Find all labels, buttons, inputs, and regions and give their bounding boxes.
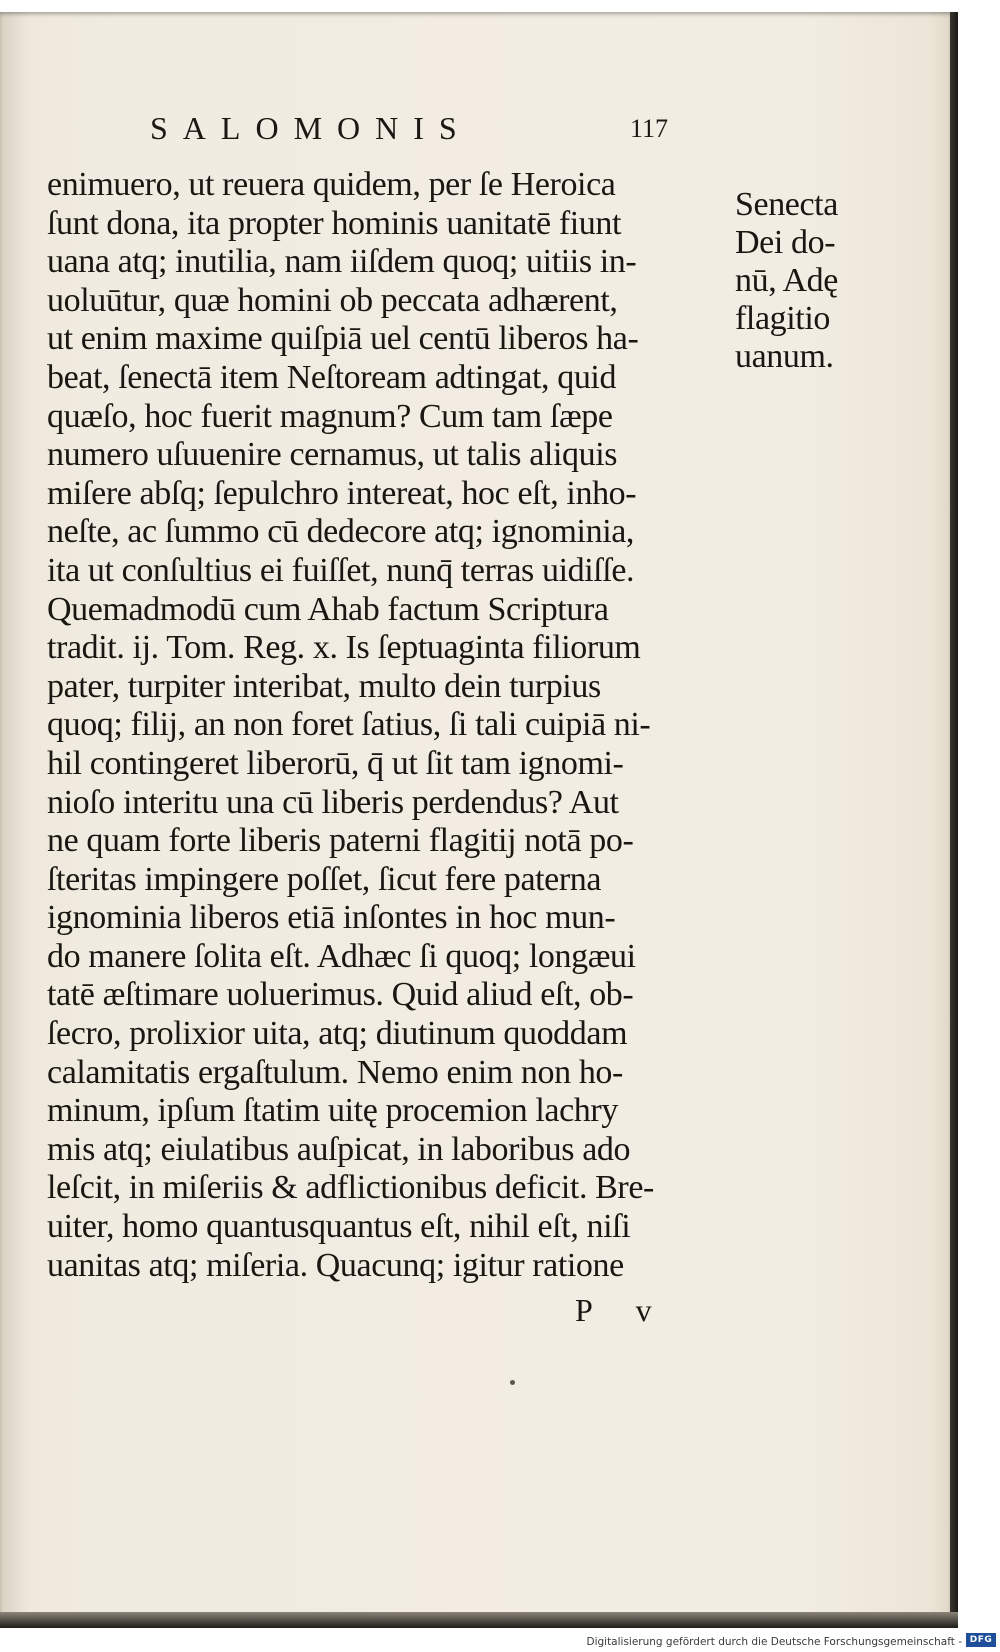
- page-number: 117: [630, 114, 669, 143]
- dfg-logo-icon: DFG: [966, 1633, 996, 1647]
- text-line: ut enim maxime quiſpiā uel centū liberos ha-: [47, 320, 639, 358]
- text-line: nioſo interitu una cū liberis perdendus? Aut: [47, 783, 619, 821]
- marginal-note-line: flagitio: [735, 300, 830, 337]
- signature-mark: P v: [575, 1292, 670, 1328]
- page-bottom-shadow: [0, 1612, 958, 1628]
- text-line: miſere abſq; ſepulchro intereat, hoc eſt, inho-: [47, 474, 637, 512]
- marginal-note-line: nū, Adę: [735, 262, 838, 299]
- marginal-note-line: uanum.: [735, 338, 834, 375]
- text-line: beat, ſenectā item Neſtoream adtingat, quid: [47, 358, 617, 396]
- text-line: Quemadmodū cum Ahab factum Scriptura: [47, 590, 609, 628]
- text-line: ſecro, prolixior uita, atq; diutinum quoddam: [47, 1015, 628, 1053]
- marginal-note: [735, 186, 838, 376]
- funding-credit: Digitalisierung gefördert durch die Deutsche Forschungsgemeinschaft -: [586, 1636, 962, 1648]
- text-line: ita ut conſultius ei fuiſſet, nunq̄ terras uidiſſe.: [47, 551, 635, 589]
- text-line: leſcit, in miſeriis & adflictionibus deficit. Bre-: [47, 1169, 654, 1207]
- text-line: pater, turpiter interibat, multo dein turpius: [47, 667, 601, 705]
- text-line: uana atq; inutilia, nam iiſdem quoq; uitiis in-: [47, 243, 637, 281]
- page-edge-shadow: [950, 12, 958, 1624]
- text-line: numero uſuuenire cernamus, ut talis aliquis: [47, 436, 618, 474]
- ink-speck: [510, 1380, 515, 1385]
- text-line: uoluūtur, quæ homini ob peccata adhærent,: [47, 281, 618, 319]
- text-line: quæſo, hoc fuerit magnum? Cum tam ſæpe: [47, 397, 613, 435]
- marginal-note-line: Dei do-: [735, 224, 836, 261]
- text-line: neſte, ac ſummo cū dedecore atq; ignominia,: [47, 513, 635, 551]
- text-line: uanitas atq; miſeria. Quacunq; igitur ratione: [47, 1246, 624, 1284]
- text-line: uiter, homo quantusquantus eſt, nihil eſt, niſi: [47, 1208, 631, 1246]
- text-line: ſteritas impingere poſſet, ſicut fere paterna: [47, 860, 602, 898]
- body-text: [47, 166, 737, 1285]
- text-line: ne quam forte liberis paterni flagitij notā po-: [47, 822, 634, 860]
- text-line: hil contingeret liberorū, q̄ ut ſit tam ignomi-: [47, 744, 624, 782]
- text-line: quoq; filij, an non foret ſatius, ſi tali cuipiā ni-: [47, 706, 651, 744]
- text-line: ignominia liberos etiā inſontes in hoc mun-: [47, 899, 616, 937]
- text-line: mis atq; eiulatibus auſpicat, in laboribus ado: [47, 1130, 631, 1168]
- text-line: calamitatis ergaſtulum. Nemo enim non ho-: [47, 1053, 623, 1091]
- text-line: do manere ſolita eſt. Adhæc ſi quoq; longæui: [47, 937, 636, 975]
- marginal-note-line: Senecta: [735, 186, 838, 223]
- text-line: minum, ipſum ſtatim uitę procemion lachry: [47, 1092, 618, 1130]
- text-line: tradit. ij. Tom. Reg. x. Is ſeptuaginta filiorum: [47, 629, 641, 667]
- text-line: tatē æſtimare uoluerimus. Quid aliud eſt, ob-: [47, 976, 634, 1014]
- running-head: SALOMONIS: [150, 110, 472, 146]
- text-line: ſunt dona, ita propter hominis uanitatē fiunt: [47, 204, 622, 242]
- text-line: enimuero, ut reuera quidem, per ſe Heroica: [47, 166, 616, 203]
